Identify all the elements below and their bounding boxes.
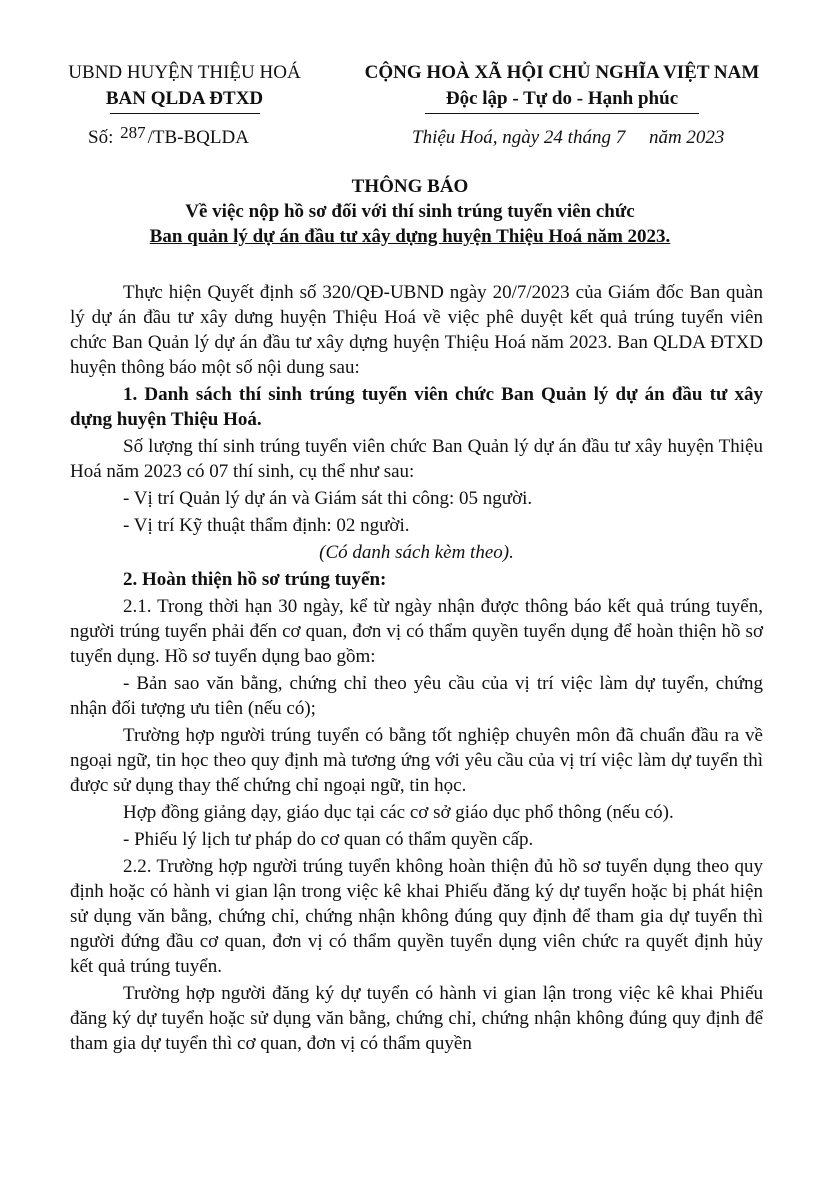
document-date: Thiệu Hoá, ngày 24 tháng 7 năm 2023: [412, 127, 725, 148]
number-suffix: /TB-BQLDA: [147, 127, 249, 148]
section-1-heading: 1. Danh sách thí sinh trúng tuyển viên chức Ban Quản lý dự án đầu tư xây dựng huyện Thiệu Hoá.: [70, 384, 763, 430]
paragraph-2-1: 2.1. Trong thời hạn 30 ngày, kể từ ngày nhận được thông báo kết quả trúng tuyển, người trúng tuyển phải đến cơ quan, đơn vị có thẩm quyền tuyển dụng để hoàn thiện hồ sơ tuyển dụng. Hồ sơ tuyển dụng bao gồm:: [70, 596, 763, 667]
subtitle-2-text: Ban quản lý dự án đầu tư xây dựng huyện Thiệu Hoá năm 2023.: [149, 226, 671, 247]
attachment-note: (Có danh sách kèm theo).: [319, 542, 514, 563]
document-subtitle-1: Về việc nộp hồ sơ đối với thí sinh trúng tuyển viên chức: [185, 201, 635, 222]
issuing-organization: [42, 60, 327, 114]
number-prefix: Số:: [88, 127, 114, 148]
list-item-position-2: - Vị trí Kỹ thuật thẩm định: 02 người.: [123, 515, 410, 536]
section-2-heading: 2. Hoàn thiện hồ sơ trúng tuyển:: [123, 569, 387, 590]
paragraph-intro: Thực hiện Quyết định số 320/QĐ-UBND ngày 20/7/2023 của Giám đốc Ban quàn lý dự án đầu tư xây dưng huyện Thiệu Hoá về việc phê duyệt kết quả trúng tuyển viên chức Ban Quản lý dự án đầu tư xây dựng huyện Thiệu Hoá năm 2023. Ban QLDA ĐTXD huyện thông báo một số nội dung sau:: [70, 282, 763, 378]
paragraph-degree-case: Trường hợp người trúng tuyển có bằng tốt nghiệp chuyên môn đã chuẩn đầu ra về ngoại ngữ, tin học theo quy định mà tương ứng với yêu cầu của vị trí việc làm dự tuyển thì được sử dụng thay thế chứng chỉ ngoại ngữ, tin học.: [70, 725, 763, 796]
org-line-1: UBND HUYỆN THIỆU HOÁ: [68, 62, 301, 83]
document-body: [70, 280, 763, 1056]
org-line-2: BAN QLDA ĐTXD: [105, 88, 264, 109]
list-item-certificates: - Bản sao văn bằng, chứng chỉ theo yêu cầu của vị trí việc làm dự tuyển, chứng nhận đối tượng ưu tiên (nếu có);: [70, 673, 763, 719]
list-item-position-1: - Vị trí Quản lý dự án và Giám sát thi công: 05 người.: [123, 488, 533, 509]
document-number: [88, 123, 249, 149]
paragraph-fraud-case: Trường hợp người đăng ký dự tuyển có hành vi gian lận trong việc kê khai Phiếu đăng ký dự tuyển hoặc sử dụng văn bằng, chứng chỉ, chứng nhận không đúng quy định để tham gia dự tuyển thì cơ quan, đơn vị có thẩm quyền: [70, 983, 763, 1054]
paragraph-contract: Hợp đồng giảng dạy, giáo dục tại các cơ sở giáo dục phổ thông (nếu có).: [123, 802, 674, 823]
number-value: 287: [120, 123, 146, 142]
document-title: THÔNG BÁO: [351, 176, 469, 197]
motto: Độc lập - Tự do - Hạnh phúc: [445, 88, 679, 109]
motto-underline: [425, 113, 699, 114]
national-header: [340, 60, 784, 114]
paragraph-count: Số lượng thí sinh trúng tuyển viên chức Ban Quản lý dự án đầu tư xây huyện Thiệu Hoá năm 2023 có 07 thí sinh, cụ thể như sau:: [70, 436, 763, 482]
list-item-judicial-record: - Phiếu lý lịch tư pháp do cơ quan có thẩm quyền cấp.: [123, 829, 534, 850]
country-name: CỘNG HOÀ XÃ HỘI CHỦ NGHĨA VIỆT NAM: [364, 62, 760, 83]
document-subtitle-2: [60, 226, 760, 248]
org-underline: [110, 113, 260, 114]
paragraph-2-2: 2.2. Trường hợp người trúng tuyển không hoàn thiện đủ hồ sơ tuyển dụng theo quy định hoặc có hành vi gian lận trong việc kê khai Phiếu đăng ký dự tuyển hoặc bị phát hiện sử dụng văn bằng, chứng chỉ, chứng nhận không đúng quy định để tham gia dự tuyển thì người đứng đầu cơ quan, đơn vị có thẩm quyền tuyển dụng viên chức ra quyết định hủy kết quả trúng tuyển.: [70, 856, 763, 977]
